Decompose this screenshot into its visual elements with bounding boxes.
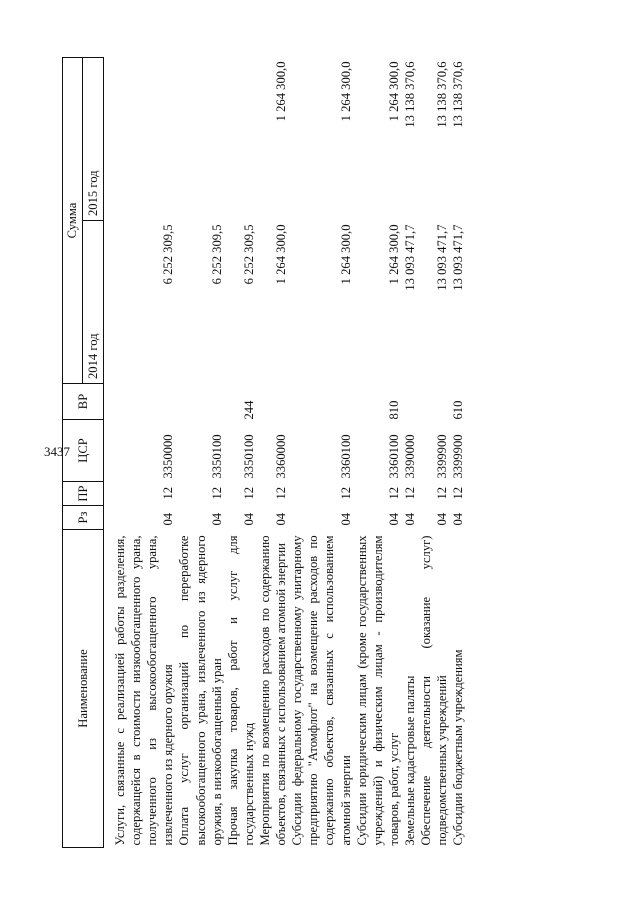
row-pr: 12 bbox=[435, 486, 450, 500]
row-pr: 12 bbox=[386, 486, 401, 500]
row-vr bbox=[418, 384, 450, 420]
row-vr: 610 bbox=[451, 400, 466, 420]
table-row bbox=[354, 57, 402, 847]
row-rz: 04 bbox=[402, 512, 417, 526]
row-vr bbox=[402, 384, 418, 420]
row-sum-2014: 13 093 471,7 bbox=[451, 224, 466, 291]
row-csr: 3360100 bbox=[386, 434, 401, 479]
row-csr: 3390000 bbox=[402, 434, 417, 479]
row-sum-2014: 1 264 300,0 bbox=[274, 224, 289, 285]
table-row bbox=[176, 57, 224, 847]
row-sum-2015: 13 138 370,6 bbox=[435, 61, 450, 128]
row-rz: 04 bbox=[274, 512, 289, 526]
row-sum-2014: 6 252 309,5 bbox=[241, 224, 256, 285]
row-sum-2015: 13 138 370,6 bbox=[402, 61, 417, 128]
table-row bbox=[418, 57, 450, 847]
table-header bbox=[63, 57, 104, 847]
row-pr: 12 bbox=[161, 486, 176, 500]
budget-table bbox=[62, 57, 466, 848]
row-sum-2015 bbox=[225, 57, 257, 220]
row-pr: 12 bbox=[241, 486, 256, 500]
row-sum-2015: 1 264 300,0 bbox=[386, 61, 401, 122]
table-row bbox=[402, 57, 418, 847]
row-sum-2015: 1 264 300,0 bbox=[274, 61, 289, 122]
rotated-document bbox=[62, 58, 587, 848]
row-name: Субсидии юридическим лицам (кроме государственных учреждений) и физическим лицам - производителям товаров, работ, услуг bbox=[354, 535, 401, 846]
row-sum-2014: 6 252 309,5 bbox=[209, 224, 224, 285]
row-csr: 3399900 bbox=[435, 434, 450, 479]
row-sum-2014: 1 264 300,0 bbox=[338, 224, 353, 285]
row-sum-2014: 6 252 309,5 bbox=[161, 224, 176, 285]
row-sum-2015: 1 264 300,0 bbox=[338, 61, 353, 122]
row-rz: 04 bbox=[161, 512, 176, 526]
row-rz: 04 bbox=[209, 512, 224, 526]
table-row bbox=[104, 57, 177, 847]
table-row bbox=[450, 57, 466, 847]
row-name: Субсидии федеральному государственному унитарному предприятию "Атомфлот" на возмещение расходов по содержанию объектов, связанных с использованием атомной энергии bbox=[290, 535, 353, 846]
row-sum-2014: 13 093 471,7 bbox=[402, 224, 417, 291]
row-pr: 12 bbox=[451, 486, 466, 500]
row-vr: 244 bbox=[241, 400, 256, 420]
row-csr: 3350100 bbox=[241, 434, 256, 479]
page-number: 3437 bbox=[44, 444, 70, 459]
row-csr: 3360000 bbox=[274, 434, 289, 479]
header-sum: Сумма bbox=[63, 57, 83, 383]
row-name: Мероприятия по возмещению расходов по содержанию объектов, связанных с использованием атомной энергии bbox=[257, 535, 289, 846]
table-body bbox=[104, 57, 467, 847]
row-rz: 04 bbox=[338, 512, 353, 526]
row-rz: 04 bbox=[451, 512, 466, 526]
header-year-2015: 2015 год bbox=[83, 57, 104, 220]
row-csr: 3350000 bbox=[161, 434, 176, 479]
header-year-2014: 2014 год bbox=[83, 221, 104, 384]
row-sum-2014: 1 264 300,0 bbox=[386, 224, 401, 285]
header-csr: ЦСР bbox=[63, 420, 104, 482]
row-sum-2015: 13 138 370,6 bbox=[451, 61, 466, 128]
row-csr: 3350100 bbox=[209, 434, 224, 479]
row-name: Земельные кадастровые палаты bbox=[402, 675, 417, 846]
table-row bbox=[289, 57, 353, 847]
header-pr: ПР bbox=[63, 482, 104, 506]
row-sum-2015 bbox=[176, 57, 224, 220]
row-sum-2014: 13 093 471,7 bbox=[435, 224, 450, 291]
header-name: Наименование bbox=[63, 530, 104, 848]
row-name: Прочая закупка товаров, работ и услуг для государственных нужд bbox=[225, 535, 256, 846]
row-csr: 3360100 bbox=[338, 434, 353, 479]
row-name: Услуги, связанные с реализацией работы разделения, содержащейся в стоимости низкообогащенного урана, полученного из высокообогащенного урана, извлеченного из ядерного оружия bbox=[113, 535, 176, 846]
row-rz: 04 bbox=[386, 512, 401, 526]
header-vr: ВР bbox=[63, 384, 104, 420]
row-name: Субсидии бюджетным учреждениям bbox=[451, 649, 466, 846]
row-sum-2015 bbox=[104, 57, 177, 220]
row-pr: 12 bbox=[274, 486, 289, 500]
table-row bbox=[225, 57, 257, 847]
row-pr: 12 bbox=[402, 486, 417, 500]
header-rz: Рз bbox=[63, 506, 104, 530]
row-name: Оплата услуг организаций по переработке высокообогащенного урана, извлеченного из ядерного оружия, в низкообогащенный уран bbox=[177, 535, 224, 846]
row-pr: 12 bbox=[209, 486, 224, 500]
row-vr bbox=[289, 384, 353, 420]
row-pr: 12 bbox=[338, 486, 353, 500]
row-rz: 04 bbox=[241, 512, 256, 526]
row-vr bbox=[104, 384, 177, 420]
row-vr: 810 bbox=[386, 400, 401, 420]
row-vr bbox=[176, 384, 224, 420]
row-vr bbox=[257, 384, 289, 420]
row-rz: 04 bbox=[435, 512, 450, 526]
table-row bbox=[257, 57, 289, 847]
row-csr: 3399900 bbox=[451, 434, 466, 479]
row-name: Обеспечение деятельности (оказание услуг) подведомственных учреждений bbox=[419, 535, 450, 846]
